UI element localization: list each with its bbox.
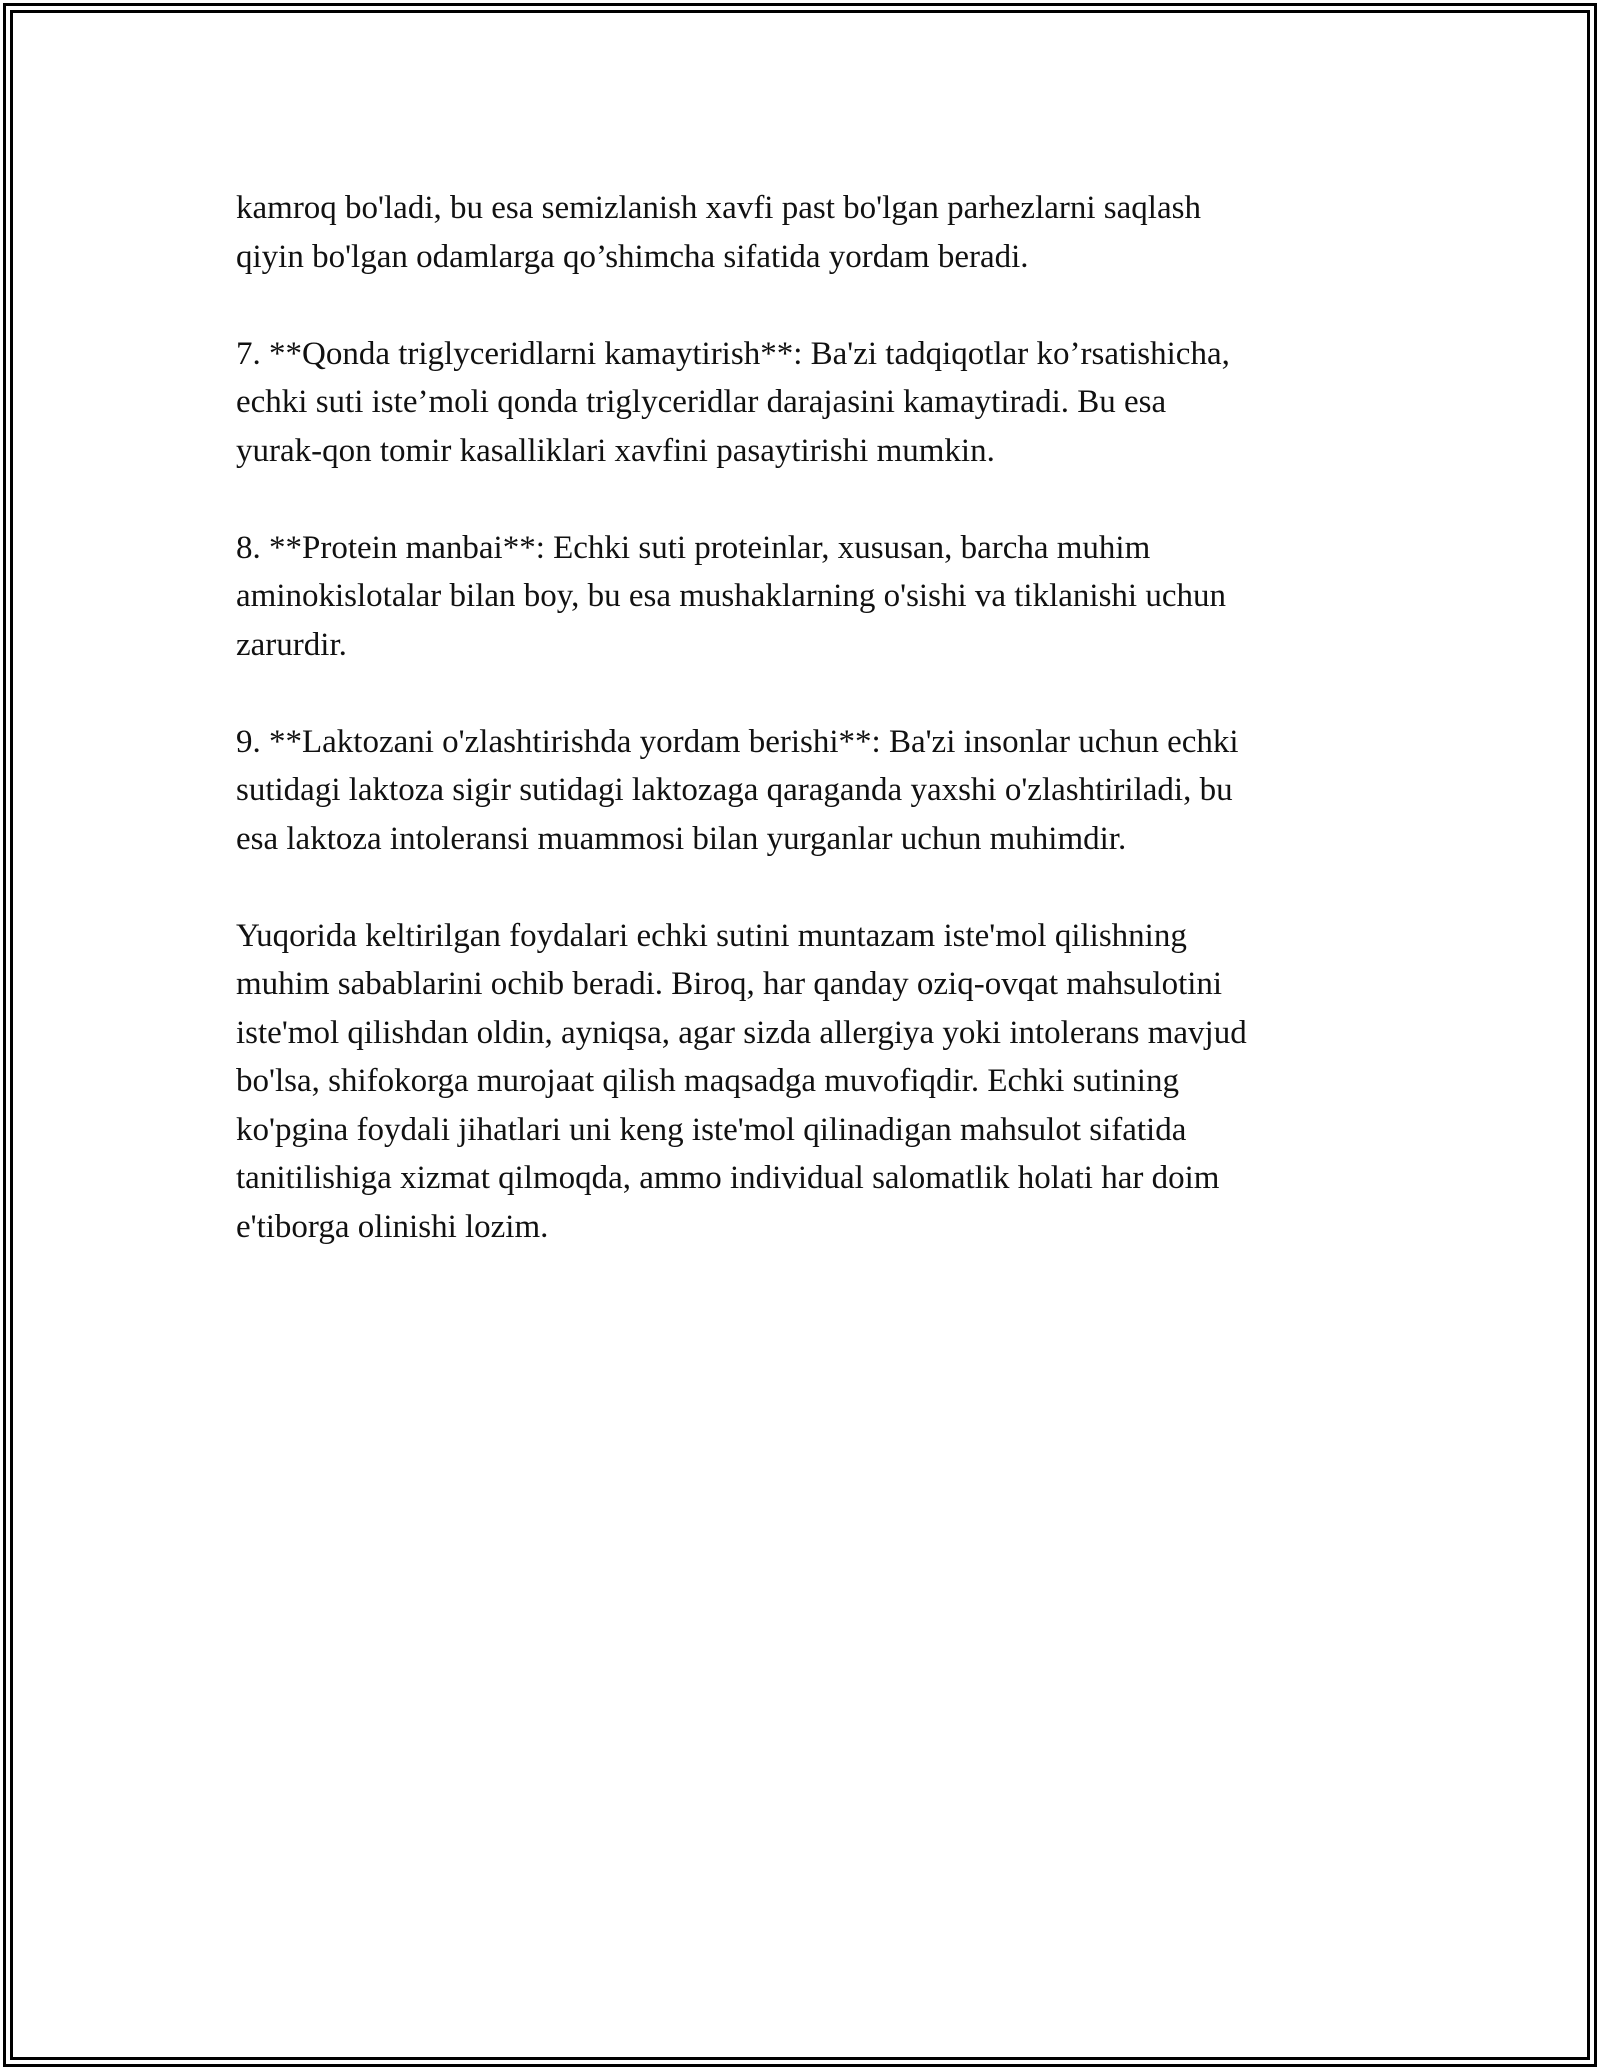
paragraph-item-8 (236, 524, 1386, 670)
paragraph-conclusion (236, 912, 1386, 1252)
paragraph-continuation (236, 184, 1386, 281)
text-line: e'tiborga olinishi lozim. (236, 1208, 549, 1245)
text-line: 9. **Laktozani o'zlashtirishda yordam berishi**: Ba'zi insonlar uchun echki (236, 723, 1239, 760)
text-line: echki suti iste’moli qonda triglyceridlar darajasini kamaytiradi. Bu esa (236, 384, 1167, 420)
text-line: iste'mol qilishdan oldin, ayniqsa, agar sizda allergiya yoki intolerans mavjud (236, 1014, 1247, 1051)
text-line: zarurdir. (236, 626, 347, 663)
text-line: 7. **Qonda triglyceridlarni kamaytirish**: Ba'zi tadqiqotlar ko’rsatishicha, (236, 335, 1230, 372)
text-line: aminokislotalar bilan boy, bu esa mushaklarning o'sishi va tiklanishi uchun (236, 578, 1226, 614)
text-line: ko'pgina foydali jihatlari uni keng iste'mol qilinadigan mahsulot sifatida (236, 1111, 1187, 1148)
text-line: muhim sabablarini ochib beradi. Biroq, har qanday oziq-ovqat mahsulotini (236, 966, 1223, 1002)
text-line: sutidagi laktoza sigir sutidagi laktozaga qaraganda yaxshi o'zlashtiriladi, bu (236, 772, 1233, 808)
text-line: qiyin bo'lgan odamlarga qo’shimcha sifatida yordam beradi. (236, 238, 1029, 275)
text-line: bo'lsa, shifokorga murojaat qilish maqsadga muvofiqdir. Echki sutining (236, 1063, 1179, 1099)
text-line: kamroq bo'ladi, bu esa semizlanish xavfi past bo'lgan parhezlarni saqlash (236, 190, 1201, 226)
text-line: tanitilishiga xizmat qilmoqda, ammo individual salomatlik holati har doim (236, 1160, 1220, 1196)
document-body (236, 184, 1386, 1300)
paragraph-item-7 (236, 330, 1386, 476)
text-line: yurak-qon tomir kasalliklari xavfini pasaytirishi mumkin. (236, 432, 995, 469)
text-line: Yuqorida keltirilgan foydalari echki sutini muntazam iste'mol qilishning (236, 917, 1187, 954)
text-line: 8. **Protein manbai**: Echki suti proteinlar, xususan, barcha muhim (236, 529, 1151, 566)
text-line: esa laktoza intoleransi muammosi bilan yurganlar uchun muhimdir. (236, 820, 1127, 857)
paragraph-item-9 (236, 718, 1386, 864)
